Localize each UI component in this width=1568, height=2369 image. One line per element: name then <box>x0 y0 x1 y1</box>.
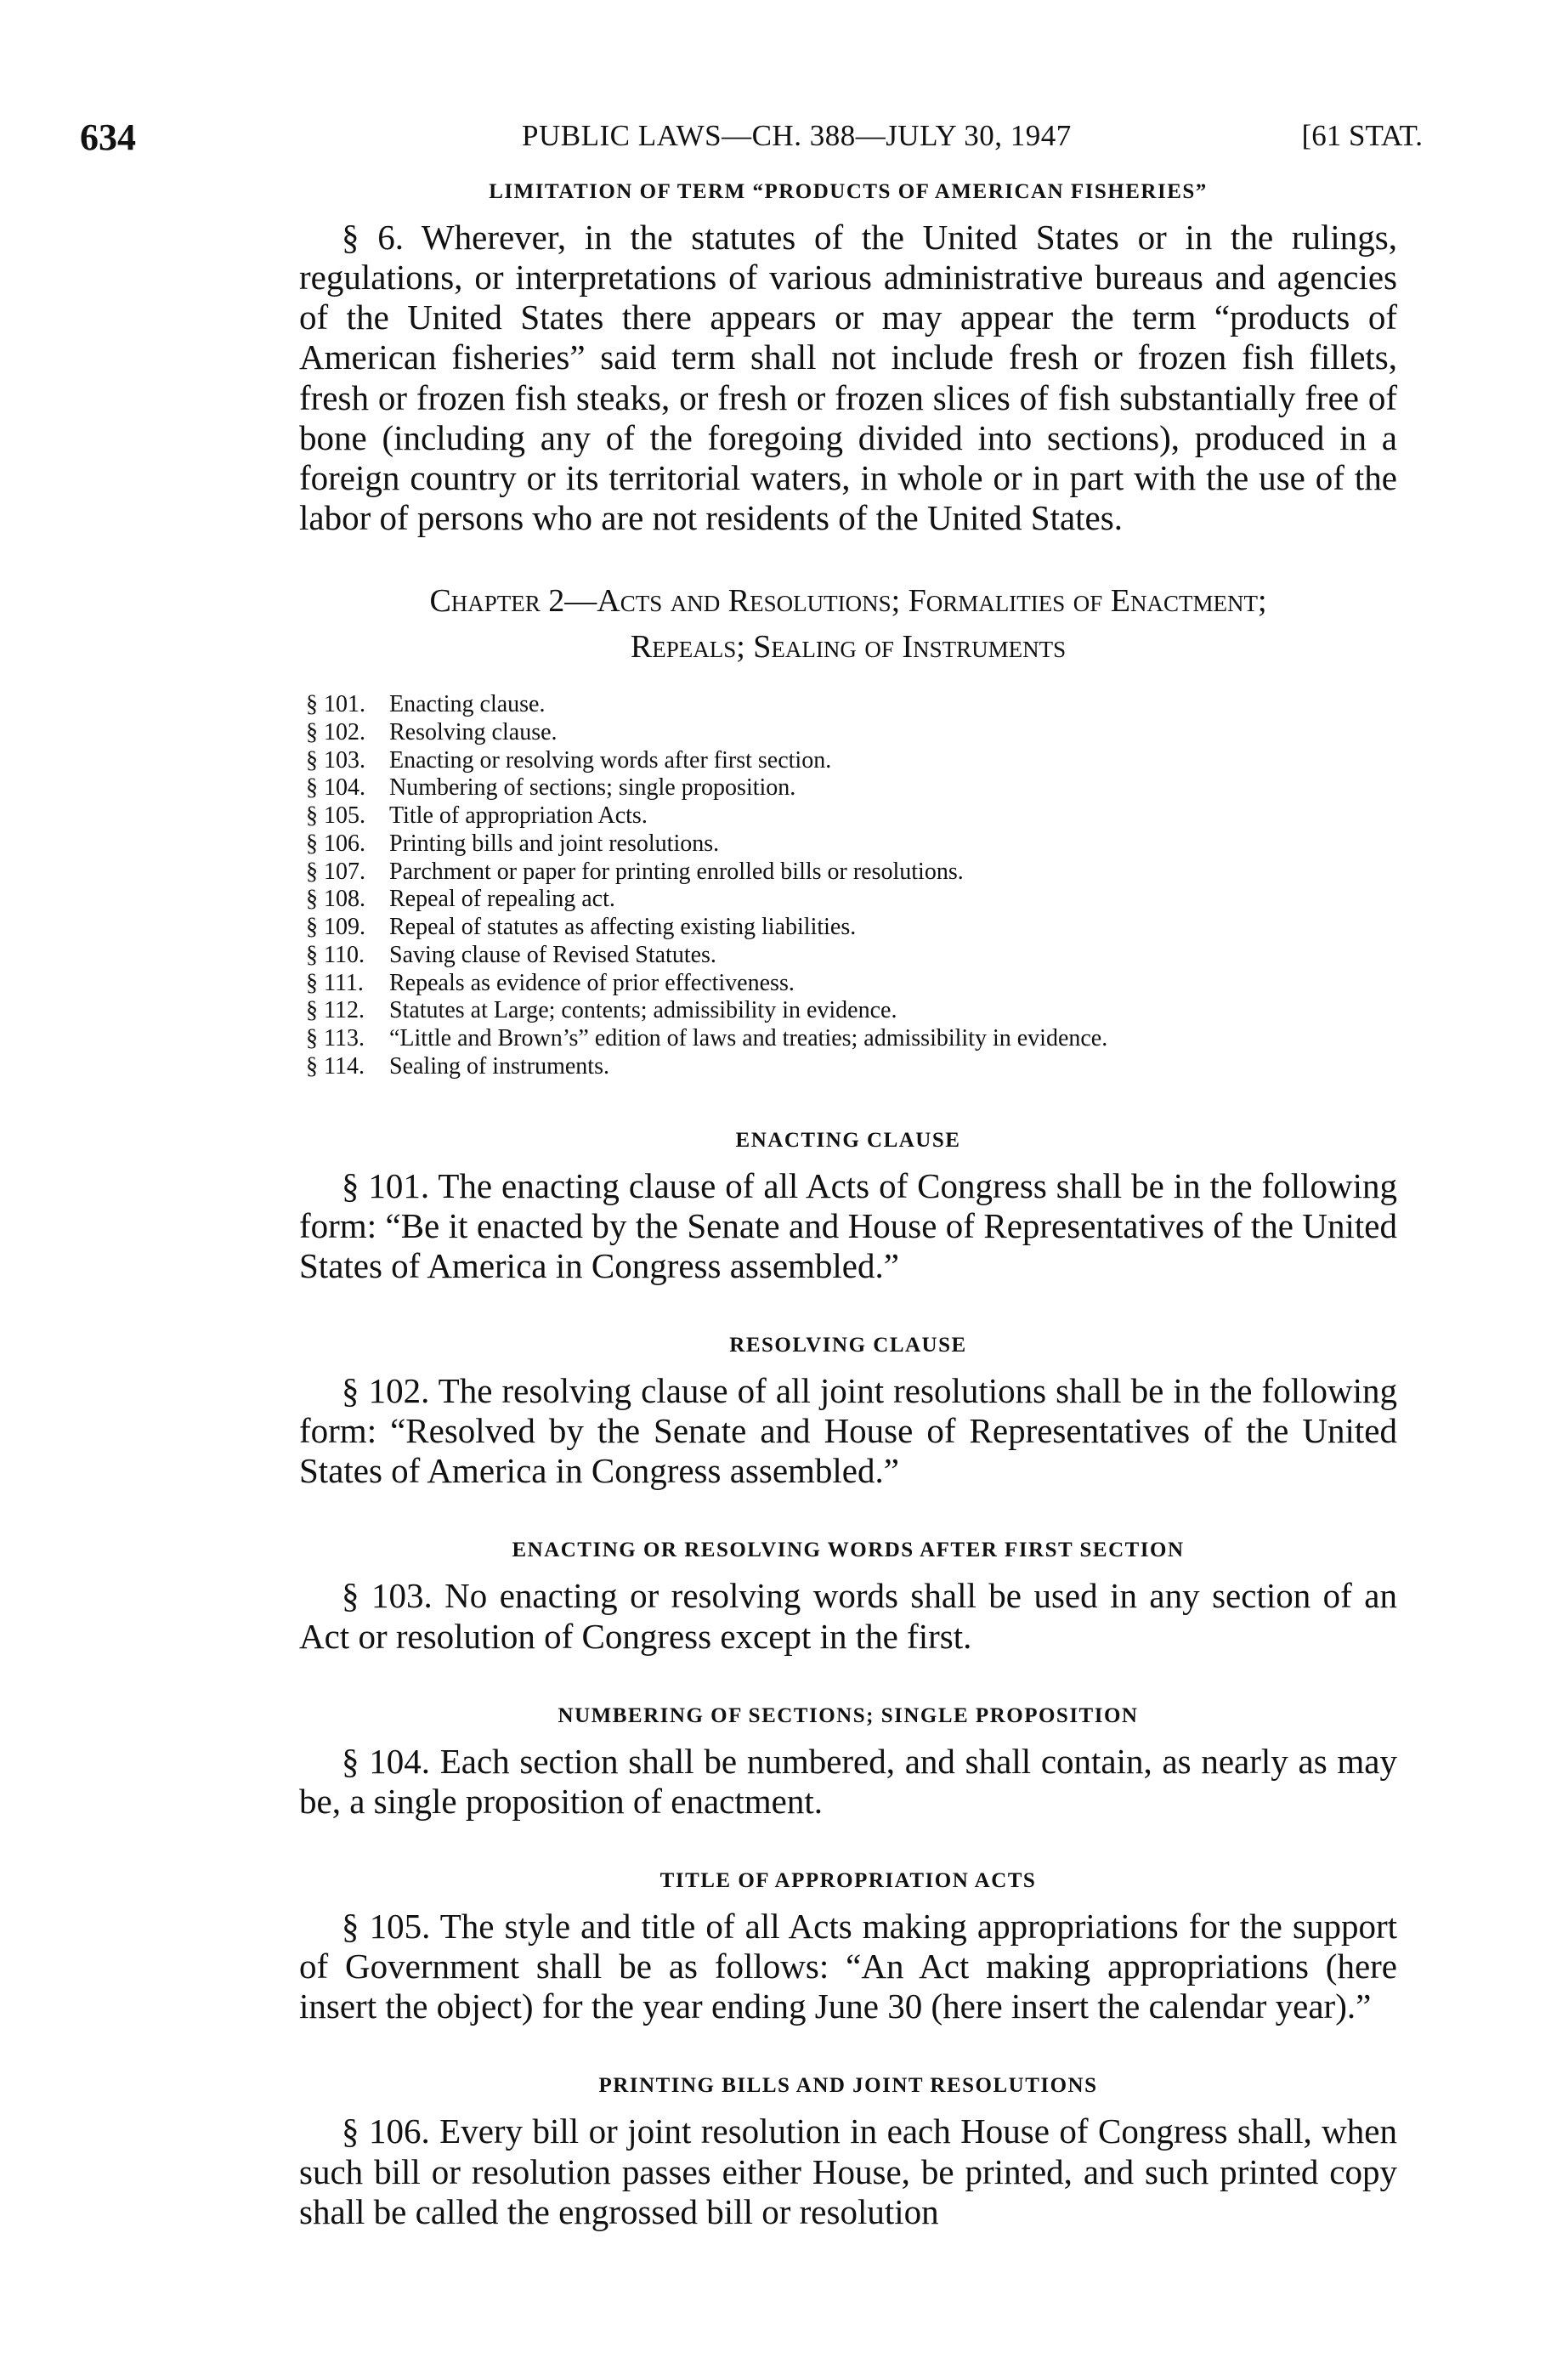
contents-entry <box>306 1053 1397 1081</box>
contents-entry-title: Repeal of repealing act. <box>389 886 615 913</box>
section-101-heading: ENACTING CLAUSE <box>735 1128 961 1152</box>
contents-entry-number: § 106. <box>306 830 365 857</box>
contents-entry <box>306 747 1397 775</box>
contents-entry <box>306 719 1397 747</box>
contents-entry <box>306 914 1397 942</box>
contents-entry-number: § 109. <box>306 914 365 941</box>
contents-entry-title: Enacting clause. <box>389 691 546 718</box>
contents-entry <box>306 970 1397 998</box>
running-title: PUBLIC LAWS—CH. 388—JULY 30, 1947 <box>522 119 1072 152</box>
contents-entry <box>306 1025 1397 1053</box>
section-6-text: § 6. Wherever, in the statutes of the United States or in the rulings, regulations, or interpretations of various administrative bureaus and agencies of the United States there appears or may appear the term “products of American fisheries” said term shall not include fresh or frozen fish fillets, fresh or frozen fish steaks, or fresh or frozen slices of fish substantially free of bone (including any of the foregoing divided into sections), produced in a foreign country or its territorial waters, in whole or in part with the use of the labor of persons who are not residents of the United States. <box>299 218 1397 537</box>
contents-entry-title: Saving clause of Revised Statutes. <box>389 941 716 968</box>
contents-entry-number: § 104. <box>306 774 365 802</box>
contents-entry-number: § 101. <box>306 691 365 718</box>
page-header <box>80 116 1423 167</box>
contents-entry-number: § 105. <box>306 802 365 830</box>
section-106-heading: PRINTING BILLS AND JOINT RESOLUTIONS <box>598 2074 1098 2098</box>
contents-entry-title: Title of appropriation Acts. <box>389 802 648 830</box>
contents-entry <box>306 830 1397 859</box>
page-number: 634 <box>80 116 136 158</box>
contents-entry-number: § 114. <box>306 1052 365 1080</box>
section-103-heading: ENACTING OR RESOLVING WORDS AFTER FIRST SECTION <box>512 1539 1185 1562</box>
contents-entry-number: § 111. <box>306 969 364 996</box>
contents-entry <box>306 774 1397 802</box>
contents-entry-number: § 110. <box>306 941 365 968</box>
contents-entry-title: Statutes at Large; contents; admissibility in evidence. <box>389 997 897 1024</box>
chapter-title <box>299 579 1397 671</box>
chapter-contents-list <box>306 691 1397 1081</box>
contents-entry-title: Numbering of sections; single proposition. <box>389 774 796 802</box>
contents-entry <box>306 886 1397 914</box>
section-101-text: § 101. The enacting clause of all Acts of Congress shall be in the following form: “Be it enacted by the Senate and House of Representatives of the United States of America in Congress assembled.” <box>299 1165 1397 1285</box>
section-104-heading: NUMBERING OF SECTIONS; SINGLE PROPOSITION <box>558 1703 1139 1727</box>
section-104-text: § 104. Each section shall be numbered, and shall contain, as nearly as may be, a single proposition of enactment. <box>299 1741 1397 1821</box>
contents-entry-number: § 113. <box>306 1025 365 1052</box>
contents-entry-title: Enacting or resolving words after first section. <box>389 746 832 774</box>
contents-entry-title: “Little and Brown’s” edition of laws and treaties; admissibility in evidence. <box>389 1025 1108 1052</box>
chapter-title-line-1: Chapter 2—Acts and Resolutions; Formalities of Enactment; <box>429 583 1267 620</box>
statutes-reference: [61 STAT. <box>1301 119 1423 152</box>
section-105-heading: TITLE OF APPROPRIATION ACTS <box>659 1868 1037 1892</box>
contents-entry-number: § 103. <box>306 746 365 774</box>
contents-entry-title: Sealing of instruments. <box>389 1052 609 1080</box>
contents-entry-title: Printing bills and joint resolutions. <box>389 830 720 857</box>
contents-entry <box>306 942 1397 970</box>
section-105-text: § 105. The style and title of all Acts making appropriations for the support of Government shall be as follows: “An Act making appropriations (here insert the object) for the year ending June 30 (here insert the calendar year).” <box>299 1906 1397 2026</box>
contents-entry-title: Parchment or paper for printing enrolled bills or resolutions. <box>389 858 964 885</box>
page-body <box>299 180 1397 2232</box>
section-102-heading: RESOLVING CLAUSE <box>729 1333 967 1357</box>
section-6-heading: LIMITATION OF TERM “PRODUCTS OF AMERICAN FISHERIES” <box>489 180 1208 203</box>
contents-entry <box>306 997 1397 1025</box>
contents-entry-title: Repeals as evidence of prior effectiveness. <box>389 969 795 996</box>
contents-entry <box>306 802 1397 830</box>
contents-entry-number: § 108. <box>306 886 365 913</box>
contents-entry-title: Repeal of statutes as affecting existing liabilities. <box>389 914 857 941</box>
section-103-text: § 103. No enacting or resolving words shall be used in any section of an Act or resolution of Congress except in the first. <box>299 1576 1397 1656</box>
contents-entry-number: § 112. <box>306 997 365 1024</box>
contents-entry <box>306 859 1397 887</box>
contents-entry <box>306 691 1397 719</box>
contents-entry-number: § 102. <box>306 718 365 745</box>
contents-entry-number: § 107. <box>306 858 365 885</box>
chapter-title-line-2: Repeals; Sealing of Instruments <box>630 629 1067 666</box>
contents-entry-title: Resolving clause. <box>389 718 558 745</box>
section-102-text: § 102. The resolving clause of all joint resolutions shall be in the following form: “Resolved by the Senate and House of Representatives of the United States of America in Congress assembled.” <box>299 1370 1397 1491</box>
section-106-text: § 106. Every bill or joint resolution in each House of Congress shall, when such bill or resolution passes either House, be printed, and such printed copy shall be called the engrossed bill or resolution <box>299 2111 1397 2231</box>
